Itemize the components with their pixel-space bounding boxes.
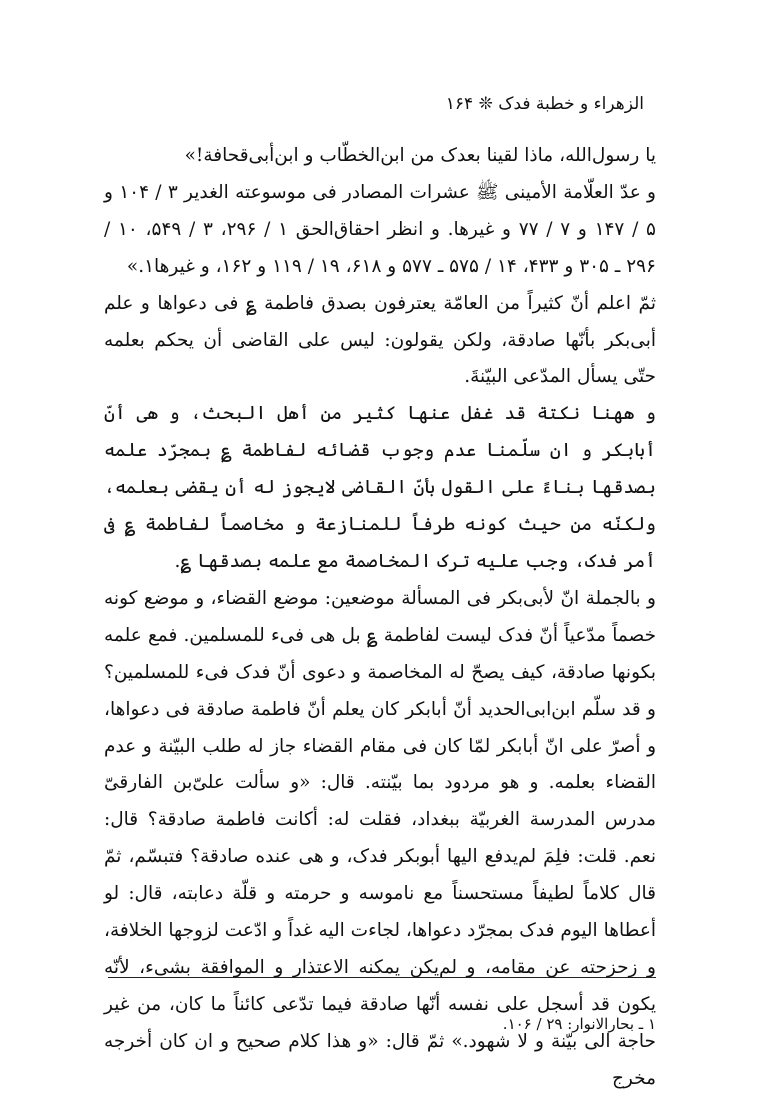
footnote-divider (108, 977, 656, 978)
book-title: الزهراء و خطبة فدک (498, 94, 644, 114)
paragraph-3: ثمّ اعلم أنّ کثیراً من العامّة یعترفون بصدق فاطمة ؏ فی دعواها و علم أبی‌بکر بأنّها صادقة، ولکن یقولون: لیس علی القاضی أن یحکم بعلمه حتّی یسأل المدّعی البیّنةَ. (104, 292, 656, 388)
paragraph-4: و ههنا نکتة قد غفل عنها کثیر من أهل البحث، و هی أنّ أبابکر و ان سلّمنا عدم وجوب قضائه لفاطمة ؏ بمجرّد علمه بصدقها بناءً علی القول بأنّ القاضی لایجوز له أن یقضی بعلمه، ولکنّه من حیث کونه طرفاً للمنازعة و مخاصماً لفاطمة ؏ فی أمر فدک، وجب علیه ترک المخاصمة مع علمه بصدقها ؏. (104, 403, 656, 572)
paragraph-2: و عدّ العلّامة الأمینی ﷺ عشرات المصادر فی موسوعته الغدیر ۳ / ۱۰۴ و ۵ / ۱۴۷ و ۷ / ۷۷ و غیرها. و انظر احقاق‌الحق ۱ / ۲۹۶، ۳ / ۵۴۹، ۱۰ / ۲۹۶ ـ ۳۰۵ و ۴۳۳، ۱۴ / ۵۷۵ ـ ۵۷۷ و ۶۱۸، ۱۹ / ۱۱۹ و ۱۶۲، و غیرها۱.» (104, 181, 656, 277)
paragraph-1: یا رسول‌الله، ماذا لقینا بعدک من ابن‌الخطّاب و ابن‌أبی‌قحافة!» (184, 145, 656, 166)
paragraph-5: و بالجملة انّ لأبی‌بکر فی المسألة موضعین: موضع القضاء، و موضع کونه خصماً مدّعیاً أنّ فدک لیست لفاطمة ؏ بل هی فیء للمسلمین. فمع علمه بکونها صادقة، کیف یصحّ له المخاصمة و دعوی أنّ فدک فیء للمسلمین؟ و قد سلّم ابن‌ابی‌الحدید أنّ أبابکر کان یعلم أنّ فاطمة صادقة فی دعواها، و أصرّ علی انّ أبابکر لمّا کان فی مقام القضاء جاز له طلب البیّنة و عدم القضاء بعلمه. و هو مردود بما بیّنته. قال: «و سألت علیّ‌بن الفارقیّ مدرس المدرسة الغربیّة ببغداد، فقلت له: أکانت فاطمة صادقة؟ قال: نعم. قلت: فلِمَ لم‌یدفع الیها أبوبکر فدک، و هی عنده صادقة؟ فتبسّم، ثمّ قال کلاماً لطیفاً مستحسناً مع ناموسه و حرمته و قلّة دعابته، قال: لو أعطاها الیوم فدک بمجرّد دعواها، لجاءت الیه غداً و ادّعت لزوجها الخلافة، و زحزحته عن مقامه، و لم‌یکن یمکنه الاعتذار و الموافقة بشیء، لأنّه یکون قد أسجل علی نفسه أنّها صادقة فیما تدّعی کائناً ما کان، من غیر حاجة الی بیّنة و لا شهود.» ثمّ قال: «و هذا کلام صحیح و ان کان أخرجه مخرج (104, 587, 656, 1089)
header-ornament: ❊ (478, 94, 493, 114)
running-header (446, 94, 644, 114)
footnote: ۱ ـ بحارالانوار: ۲۹ / ۱۰۶. (502, 1015, 656, 1033)
page-number: ۱۶۴ (445, 94, 474, 114)
body-text (104, 138, 656, 1098)
